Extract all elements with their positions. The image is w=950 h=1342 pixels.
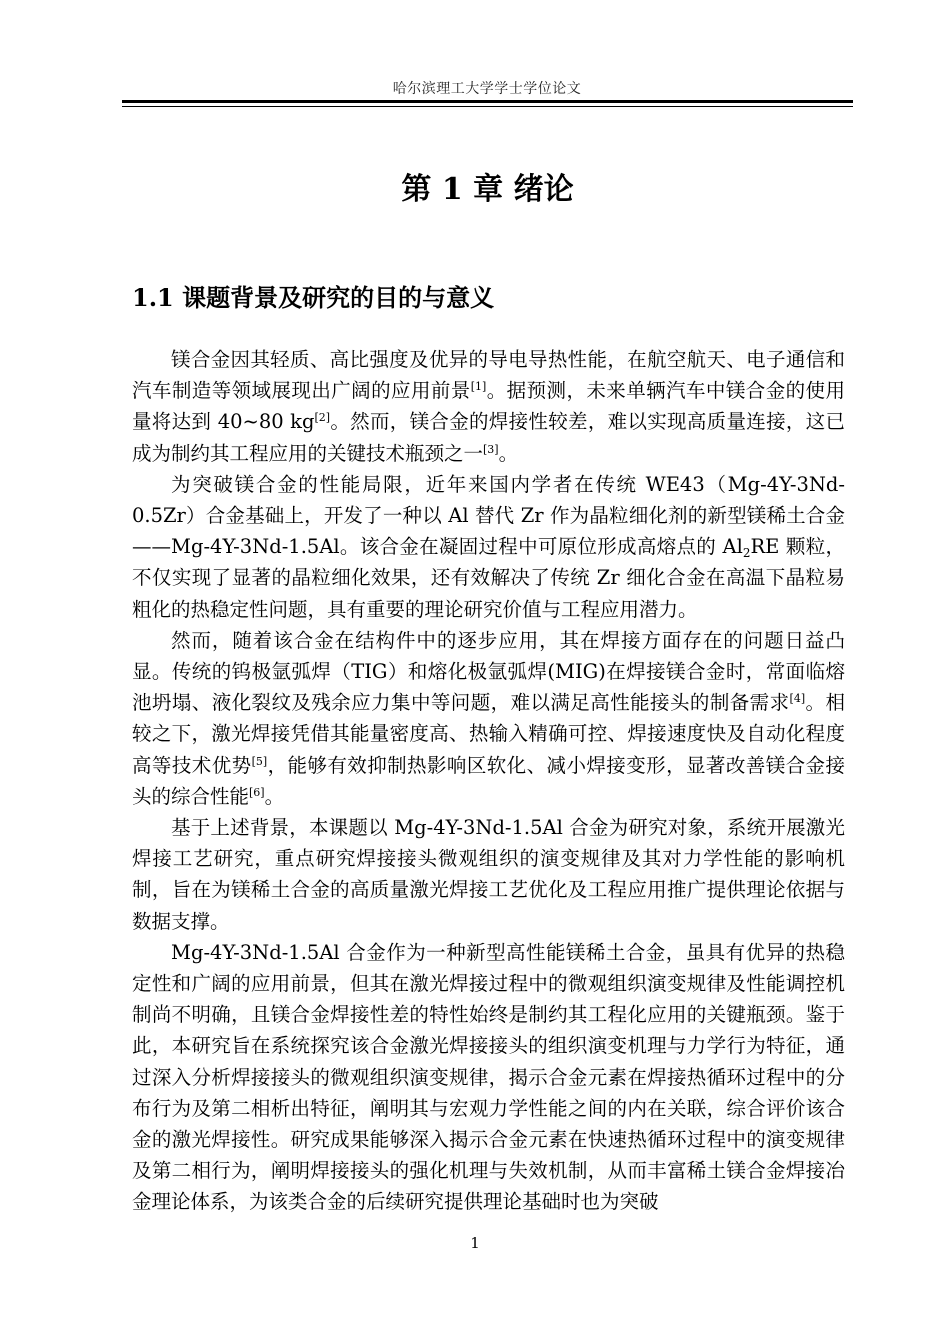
paragraph-3-text-a: 然而，随着该合金在结构件中的逐步应用，其在焊接方面存在的问题日益凸显。传统的钨极氩弧焊（TIG）和熔化极氩弧焊(MIG)在焊接镁合金时，常面临熔池坍塌、液化裂纹及残余应力集中等问题，难以满足高性能接头的制备需求 xyxy=(132,628,845,715)
section-title: 1.1 课题背景及研究的目的与意义 xyxy=(132,283,495,312)
paragraph-1-text-d: 。 xyxy=(498,441,519,465)
paragraph-4: 基于上述背景，本课题以 Mg-4Y-3Nd-1.5Al 合金为研究对象，系统开展激光焊接工艺研究，重点研究焊接接头微观组织的演变规律及其对力学性能的影响机制，旨在为镁稀土合金的高质量激光焊接工艺优化及工程应用推广提供理论依据与数据支撑。 xyxy=(132,816,845,933)
paragraph-3-text-c: ，能够有效抑制热影响区软化、减小焊接变形，显著改善镁合金接头的综合性能 xyxy=(132,753,845,808)
subscript-2: 2 xyxy=(742,546,751,561)
paragraph-3 xyxy=(132,625,845,812)
citation-1: [1] xyxy=(470,380,487,394)
citation-3: [3] xyxy=(483,442,499,456)
paragraph-1 xyxy=(132,344,845,469)
chapter-title: 第 1 章 绪论 xyxy=(401,172,574,207)
page-number: 1 xyxy=(470,1234,480,1252)
citation-2: [2] xyxy=(314,411,331,425)
paragraph-5: Mg-4Y-3Nd-1.5Al 合金作为一种新型高性能镁稀土合金，虽具有优异的热稳定性和广阔的应用前景，但其在激光焊接过程中的微观组织演变规律及性能调控机制尚不明确，且镁合金焊接性差的特性始终是制约其工程化应用的关键瓶颈。鉴于此，本研究旨在系统探究该合金激光焊接接头的组织演变机理与力学行为特征，通过深入分析焊接接头的微观组织演变规律，揭示合金元素在焊接热循环过程中的分布行为及第二相析出特征，阐明其与宏观力学性能之间的内在关联，综合评价该合金的激光焊接性。研究成果能够深入揭示合金元素在快速热循环过程中的演变规律及第二相行为，阐明焊接接头的强化机理与失效机制，从而丰富稀土镁合金焊接冶金理论体系，为该类合金的后续研究提供理论基础时也为突破 xyxy=(132,940,845,1214)
paragraph-2-text-a: 为突破镁合金的性能局限，近年来国内学者在传统 WE43（Mg-4Y-3Nd-0.5Zr）合金基础上，开发了一种以 Al 替代 Zr 作为晶粒细化剂的新型镁稀土合金——Mg-4Y-3Nd-1.5Al。该合金在凝固过程中可原位形成高熔点的 Al xyxy=(132,472,845,559)
citation-6: [6] xyxy=(249,785,265,799)
running-header: 哈尔滨理工大学学士学位论文 xyxy=(392,81,582,97)
paragraph-3-text-b: 。相较之下，激光焊接凭借其能量密度高、热输入精确可控、焊接速度快及自动化程度高等技术优势 xyxy=(132,691,845,777)
paragraph-1-text-b: 。据预测，未来单辆汽车中镁合金的使用量将达到 40~80 kg xyxy=(132,379,845,434)
header-rule-thin xyxy=(122,106,853,107)
paragraph-1-text-c: 。然而，镁合金的焊接性较差，难以实现高质量连接，这已成为制约其工程应用的关键技术瓶颈之一 xyxy=(132,410,845,465)
citation-5: [5] xyxy=(251,754,268,768)
paragraph-2-text-b: RE 颗粒，不仅实现了显著的晶粒细化效果，还有效解决了传统 Zr 细化合金在高温下晶粒易粗化的热稳定性问题，具有重要的理论研究价值与工程应用潜力。 xyxy=(132,535,846,621)
paragraph-1-text-a: 镁合金因其轻质、高比强度及优异的导电导热性能，在航空航天、电子通信和汽车制造等领域展现出广阔的应用前景 xyxy=(132,348,845,403)
body-text xyxy=(132,344,845,1218)
paragraph-2 xyxy=(132,469,845,625)
paragraph-3-text-d: 。 xyxy=(264,784,285,808)
citation-4: [4] xyxy=(789,692,806,706)
header-rule-thick xyxy=(122,100,853,103)
